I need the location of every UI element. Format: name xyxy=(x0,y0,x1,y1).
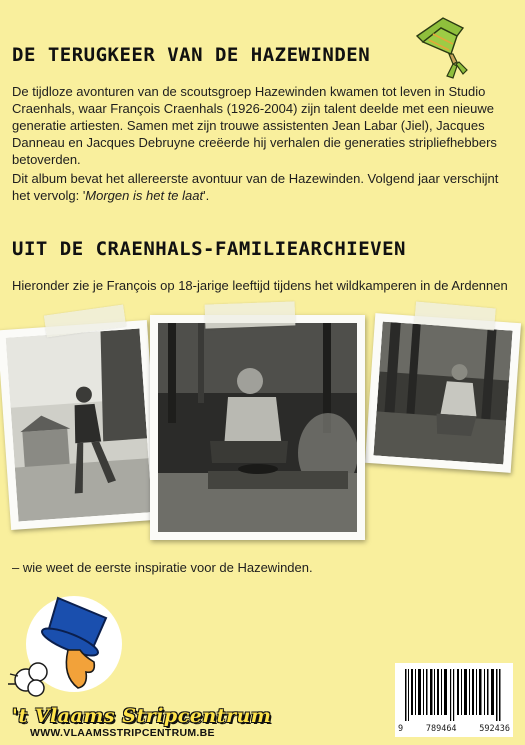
sequel-title: Morgen is het te laat xyxy=(85,188,204,203)
scout-scarf-icon xyxy=(413,14,469,80)
top-hat-mascot-icon xyxy=(8,590,138,710)
archive-photo-campfire xyxy=(150,315,365,540)
barcode-digits xyxy=(395,724,513,734)
barcode-bars xyxy=(399,669,509,721)
section-heading-archives: UIT DE CRAENHALS-FAMILIEARCHIEVEN xyxy=(12,238,406,260)
isbn-barcode xyxy=(395,663,513,737)
photo-tape xyxy=(205,301,296,328)
section-heading-return: DE TERUGKEER VAN DE HAZEWINDEN xyxy=(12,44,371,66)
barcode-digit-first: 9 xyxy=(398,724,404,734)
barcode-group2: 592436 xyxy=(479,724,510,734)
publisher-url[interactable]: WWW.VLAAMSSTRIPCENTRUM.BE xyxy=(30,727,215,739)
photo-caption: – wie weet de eerste inspiratie voor de Hazewinden. xyxy=(12,560,313,575)
album-paragraph-end: '. xyxy=(203,188,210,203)
album-paragraph xyxy=(12,170,512,204)
archive-photo-sitting xyxy=(365,313,521,473)
publisher-name: 't Vlaams Stripcentrum xyxy=(12,705,272,727)
intro-paragraph: De tijdloze avonturen van de scoutsgroep Hazewinden kwamen tot leven in Studio Craenhals, waar François Craenhals (1926-2004) zijn talent deelde met een nieuwe generatie artiesten. Samen met zijn trouwe assistenten Jean Labar (Jiel), Jacques Danneau en Jacques Debruyne creëerde hij verhalen die generaties stripliefhebbers betoverden. xyxy=(12,84,497,167)
archive-photo-hiker xyxy=(0,320,161,530)
album-paragraph-text: Dit album bevat het allereerste avontuur van de Hazewinden. Volgend jaar verschijnt het vervolg: ' xyxy=(12,171,499,203)
archive-intro: Hieronder zie je François op 18-jarige leeftijd tijdens het wildkamperen in de Ardennen xyxy=(12,278,508,293)
barcode-group1: 789464 xyxy=(425,724,457,734)
